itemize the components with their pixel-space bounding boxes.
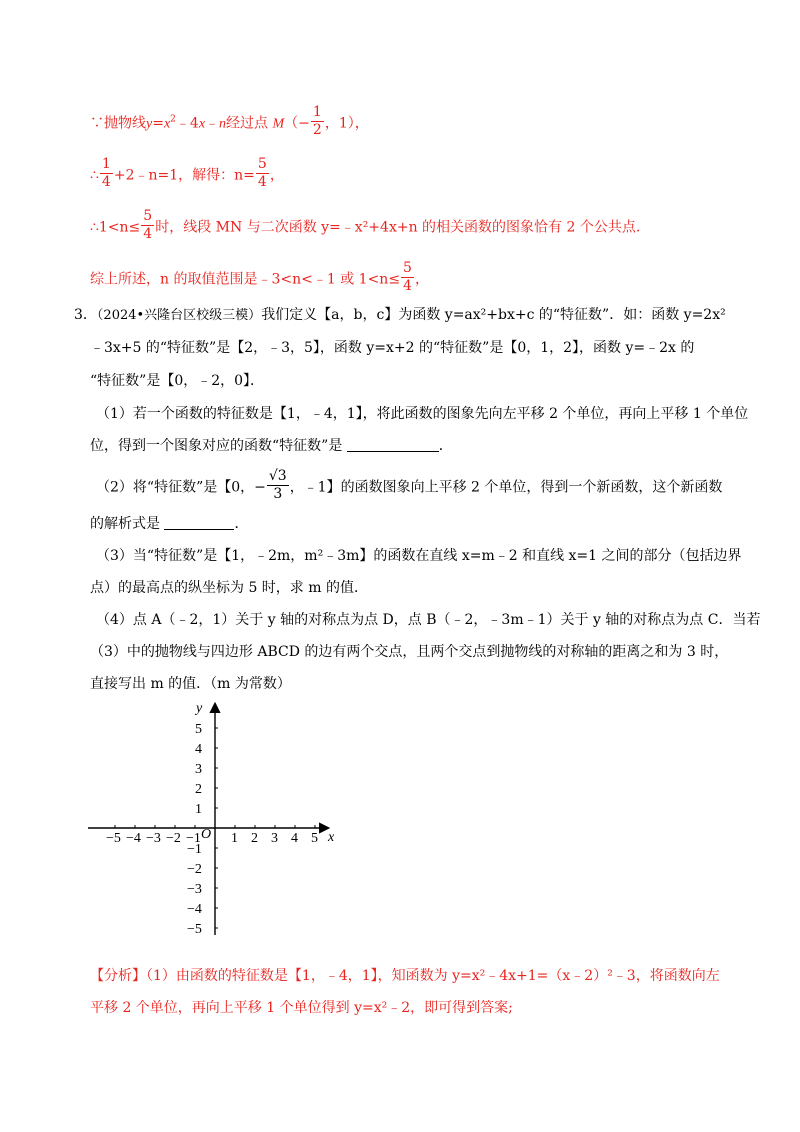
text: ，﹣1】的函数图象向上平移 2 个单位，得到一个新函数，这个新函数 (289, 479, 723, 496)
text: ， (414, 271, 429, 288)
text: （2）将“特征数”是【0，− (96, 479, 266, 496)
text: ∴ (90, 167, 99, 184)
problem-3-line-3: “特征数”是【0，﹣2，0】． (90, 373, 265, 389)
solution-line-2 (90, 158, 284, 193)
problem-3-line-2: ﹣3x+5 的“特征数”是【2，﹣3，5】，函数 y=x+2 的“特征数”是【0，1，2】，函数 y=﹣2x 的 (90, 340, 695, 356)
analysis-tag: 【分析】 (90, 968, 146, 984)
y-axis-label: y (196, 701, 203, 716)
y-tick-label: −4 (187, 902, 202, 917)
text: ∵抛物线 (90, 115, 146, 132)
answer-blank-2[interactable] (164, 515, 234, 530)
x-tick-label: −3 (146, 831, 161, 846)
fraction: $\frac{5}{4}$ (257, 156, 267, 190)
x-tick-label: 3 (271, 831, 278, 846)
origin-label: O (201, 827, 212, 842)
text: （1）由函数的特征数是【1，﹣4，1】，知函数为 y=x²﹣4x+1=（x﹣2）²﹣3，将函数向左 (146, 968, 720, 984)
y-tick-label: 3 (195, 762, 202, 777)
text: ，1）， (324, 115, 369, 132)
text: 时，线段 MN 与二次函数 y=﹣x²+4x+n 的相关函数的图象恰有 2 个公共点. (155, 219, 641, 236)
text: ∴1<n≤ (90, 219, 141, 236)
question-1-line-1: （1）若一个函数的特征数是【1，﹣4，1】，将此函数的图象先向左平移 2 个单位，再向上平移 1 个单位 (96, 406, 749, 422)
question-2-line-2 (90, 514, 248, 534)
x-tick-label: −5 (106, 831, 121, 846)
x-tick-label: 1 (231, 831, 238, 846)
question-2-line-1 (96, 470, 722, 505)
analysis-line-1 (90, 966, 720, 986)
x-tick-label: −2 (166, 831, 181, 846)
y-tick-label: 2 (195, 782, 202, 797)
x-tick-label: 2 (251, 831, 258, 846)
solution-line-3 (90, 210, 640, 245)
text: 的解析式是 (90, 516, 160, 532)
fraction: $\frac{5}{4}$ (403, 260, 412, 294)
text: 位，得到一个图象对应的函数“特征数”是 (90, 438, 343, 454)
y-tick-label: −1 (187, 842, 202, 857)
problem-3-line-1 (74, 305, 726, 326)
fraction: $\frac{√3}{3}$ (268, 468, 287, 502)
question-4-line-3: 直接写出 m 的值．（m 为常数） (90, 676, 291, 692)
coordinate-plane (88, 700, 348, 940)
question-3-line-1: （3）当“特征数”是【1，﹣2m，m²﹣3m】的函数在直线 x=m﹣2 和直线 x=1 之间的部分（包括边界 (96, 548, 742, 564)
x-tick-label: 5 (311, 831, 318, 846)
question-4-line-1: （4）点 A（﹣2，1）关于 y 轴的对称点为点 D，点 B（﹣2，﹣3m﹣1）关于 y 轴的对称点为点 C．当若 (96, 612, 761, 628)
question-1-line-2 (90, 436, 453, 456)
fraction: $\frac{1}{4}$ (101, 156, 111, 190)
question-4-line-2: （3）中的抛物线与四边形 ABCD 的边有两个交点，且两个交点到抛物线的对称轴的距离之和为 3 时， (90, 644, 729, 660)
problem-number: 3． (74, 307, 97, 323)
solution-line-4 (90, 262, 429, 297)
text: 综上所述，n 的取值范围是﹣3<n<﹣1 或 1<n≤ (90, 271, 401, 288)
text: 我们定义【a，b，c】为函数 y=ax²+bx+c 的“特征数”．如：函数 y=2x² (261, 307, 726, 323)
problem-source: （2024•兴隆台区校级三模） (96, 308, 262, 323)
question-3-line-2: 点）的最高点的纵坐标为 5 时，求 m 的值． (90, 580, 368, 596)
fraction: $\frac{1}{2}$ (312, 104, 322, 138)
text: ， (269, 167, 284, 184)
x-tick-label: 4 (291, 831, 298, 846)
y-tick-label: −2 (187, 862, 202, 877)
y-tick-label: 4 (195, 742, 202, 757)
fraction: $\frac{5}{4}$ (143, 208, 153, 242)
y-tick-label: 1 (195, 802, 202, 817)
x-tick-label: −1 (186, 831, 201, 846)
text: +2﹣n=1，解得：n= (113, 167, 255, 184)
analysis-line-2: 平移 2 个单位，再向上平移 1 个单位得到 y=x²﹣2，即可得到答案; (90, 1000, 513, 1016)
y-tick-label: 5 (195, 722, 202, 737)
y-tick-label: −3 (187, 882, 202, 897)
x-axis-label: x (328, 830, 335, 845)
text: ． (234, 516, 249, 532)
text: ． (438, 438, 453, 454)
y-tick-label: −5 (187, 922, 202, 937)
answer-blank-1[interactable] (347, 437, 439, 452)
x-tick-label: −4 (126, 831, 141, 846)
solution-line-1: ∵抛物线$y=x^2﹣4x﹣n$经过点 M（− $\frac{1}{2}$ ，1）， (90, 104, 369, 138)
